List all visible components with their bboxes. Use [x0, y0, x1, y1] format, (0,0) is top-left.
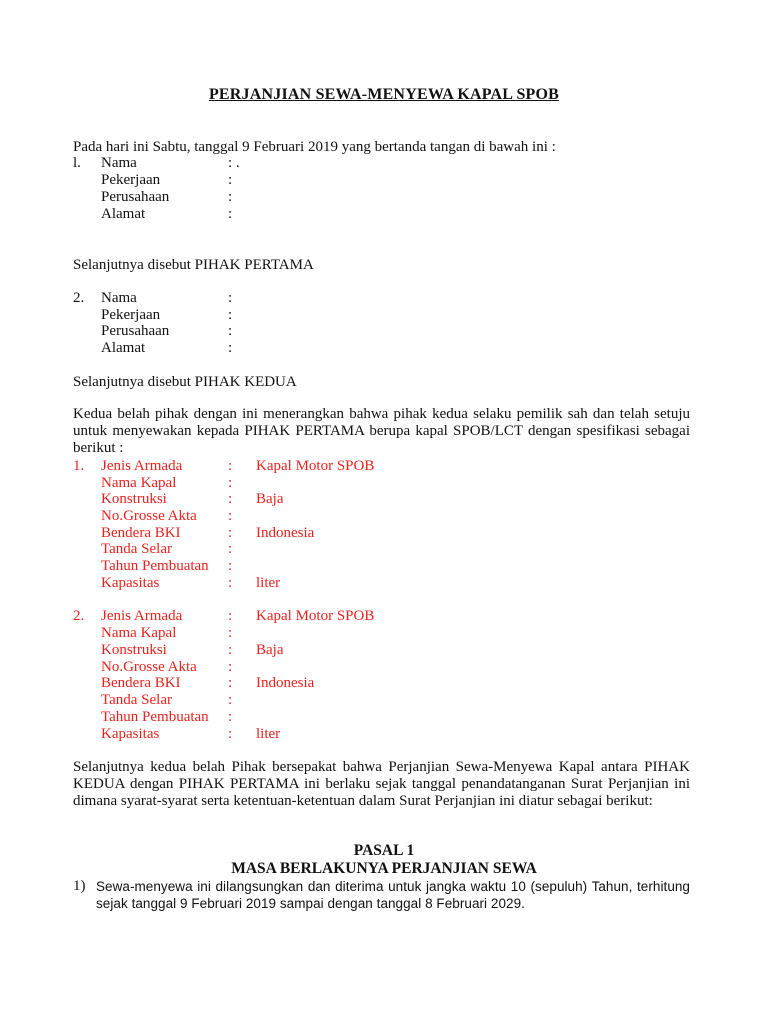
closing-paragraph: Selanjutnya kedua belah Pihak bersepakat bahwa Perjanjian Sewa-Menyewa Kapal antara PIHAK KEDUA dengan PIHAK PERTAMA ini berlaku sejak tanggal penandatanganan Surat Perjanjian ini dimana syarat-syarat serta ketentuan-ketentuan dalam Surat Perjanjian ini diatur sebagai berikut: [73, 759, 690, 809]
field-colon: : [228, 340, 233, 356]
field-colon: : [228, 206, 233, 222]
pasal1-heading: PASAL 1 [353, 842, 415, 859]
party2-number: 2. [73, 290, 85, 306]
spec-label: Tahun Pembuatan [101, 558, 209, 574]
list-item-number: 1) [73, 878, 86, 894]
spec-colon: : [228, 575, 233, 591]
spec-label: No.Grosse Akta [101, 659, 197, 675]
list-item-text: Sewa-menyewa ini dilangsungkan dan diterima untuk jangka waktu 10 (sepuluh) Tahun, terhitung sejak tanggal 9 Februari 2019 sampai dengan tanggal 8 Februari 2029. [96, 879, 690, 911]
spec-colon: : [228, 508, 233, 524]
field-colon: : [228, 323, 233, 339]
spec-label: Tanda Selar [101, 541, 173, 557]
party2-designation: Selanjutnya disebut PIHAK KEDUA [73, 374, 297, 390]
pasal1-subheading: MASA BERLAKUNYA PERJANJIAN SEWA [231, 860, 537, 877]
spec-label: No.Grosse Akta [101, 508, 197, 524]
field-colon: : . [228, 155, 240, 171]
spec-value: Kapal Motor SPOB [256, 458, 375, 474]
pasal1-list-item [73, 878, 690, 912]
spec-label: Nama Kapal [101, 625, 177, 641]
spec-label: Konstruksi [101, 642, 167, 658]
field-colon: : [228, 307, 233, 323]
field-colon: : [228, 172, 233, 188]
spec-label: Bendera BKI [101, 675, 181, 691]
spec-label: Jenis Armada [101, 458, 183, 474]
spec-label: Kapasitas [101, 726, 160, 742]
spec-colon: : [228, 692, 233, 708]
field-label: Pekerjaan [101, 172, 161, 188]
spec-label: Bendera BKI [101, 525, 181, 541]
spec-colon: : [228, 709, 233, 725]
vessel2-number: 2. [73, 608, 85, 624]
spec-label: Tahun Pembuatan [101, 709, 209, 725]
spec-value: Kapal Motor SPOB [256, 608, 375, 624]
field-label: Alamat [101, 340, 146, 356]
spec-label: Jenis Armada [101, 608, 183, 624]
spec-value: Baja [256, 491, 284, 507]
spec-colon: : [228, 525, 233, 541]
field-colon: : [228, 290, 233, 306]
spec-label: Tanda Selar [101, 692, 173, 708]
spec-colon: : [228, 726, 233, 742]
spec-label: Nama Kapal [101, 475, 177, 491]
spec-colon: : [228, 458, 233, 474]
party1-designation: Selanjutnya disebut PIHAK PERTAMA [73, 257, 314, 273]
field-label: Alamat [101, 206, 146, 222]
agreement-intro-paragraph: Kedua belah pihak dengan ini menerangkan bahwa pihak kedua selaku pemilik sah dan telah setuju untuk menyewakan kepada PIHAK PERTAMA berupa kapal SPOB/LCT dengan spesifikasi sebagai berikut : [73, 406, 690, 456]
spec-value: Baja [256, 642, 284, 658]
spec-value: liter [256, 726, 281, 742]
spec-value: Indonesia [256, 525, 315, 541]
party1-number: l. [73, 155, 81, 171]
field-label: Perusahaan [101, 323, 170, 339]
spec-colon: : [228, 558, 233, 574]
spec-colon: : [228, 675, 233, 691]
spec-colon: : [228, 659, 233, 675]
document-title: PERJANJIAN SEWA-MENYEWA KAPAL SPOB [208, 86, 560, 103]
field-label: Nama [101, 290, 137, 306]
spec-value: liter [256, 575, 281, 591]
field-label: Pekerjaan [101, 307, 161, 323]
spec-colon: : [228, 491, 233, 507]
spec-colon: : [228, 475, 233, 491]
spec-colon: : [228, 625, 233, 641]
field-label: Perusahaan [101, 189, 170, 205]
spec-label: Kapasitas [101, 575, 160, 591]
intro-line: Pada hari ini Sabtu, tanggal 9 Februari 2019 yang bertanda tangan di bawah ini : [73, 139, 556, 155]
field-colon: : [228, 189, 233, 205]
vessel1-number: 1. [73, 458, 85, 474]
spec-colon: : [228, 642, 233, 658]
spec-value: Indonesia [256, 675, 315, 691]
spec-colon: : [228, 608, 233, 624]
field-label: Nama [101, 155, 137, 171]
spec-colon: : [228, 541, 233, 557]
spec-label: Konstruksi [101, 491, 167, 507]
